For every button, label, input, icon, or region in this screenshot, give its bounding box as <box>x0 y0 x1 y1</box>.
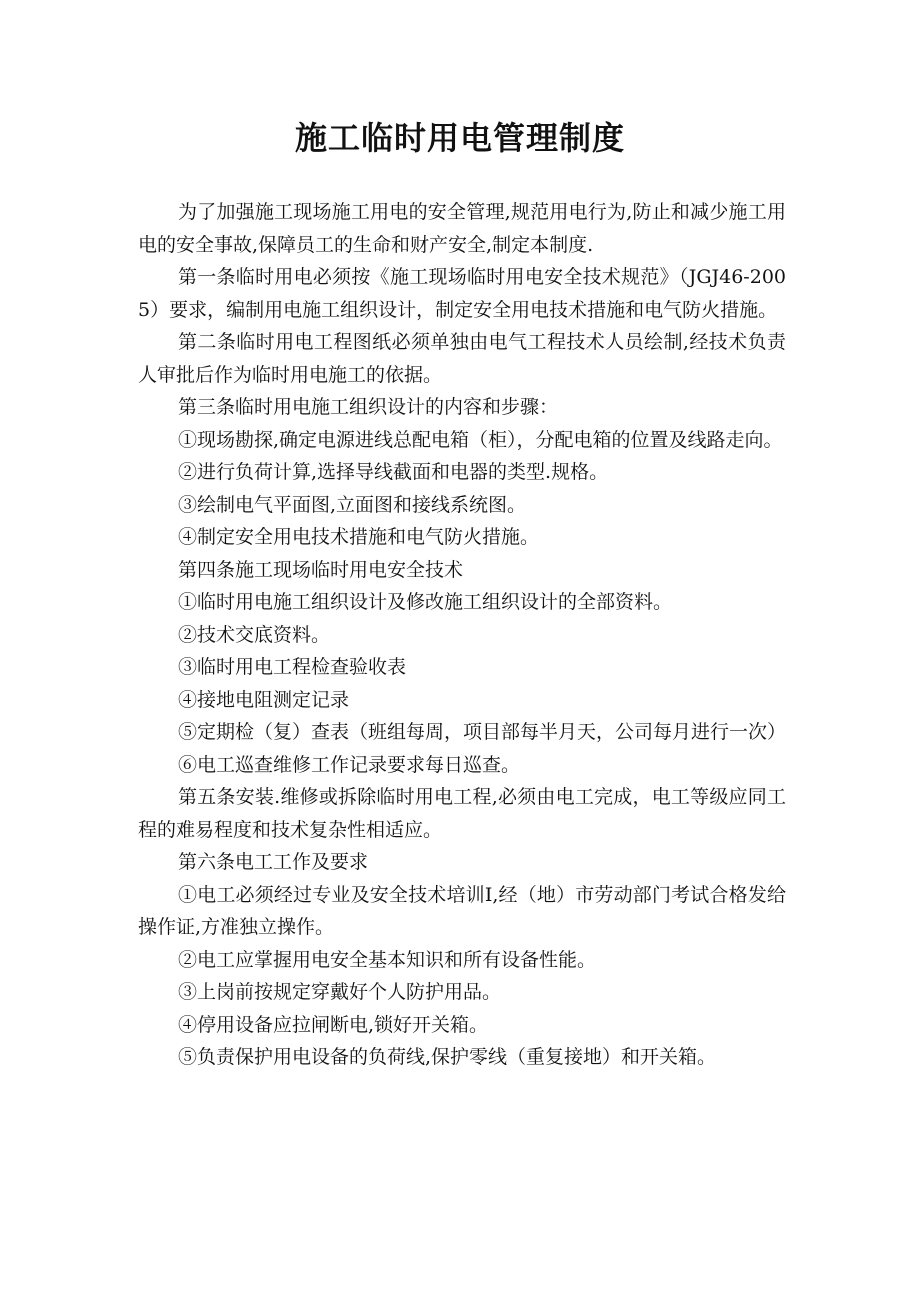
article-6-item-1: ①电工必须经过专业及安全技术培训I,经（地）市劳动部门考试合格发给操作证,方准独立操作。 <box>138 883 786 938</box>
article-6-item-3: ③上岗前按规定穿戴好个人防护用品。 <box>178 981 502 1003</box>
article-3-item-4: ④制定安全用电技术措施和电气防火措施。 <box>178 526 540 548</box>
article-1-paragraph: 第一条临时用电必须按《施工现场临时用电安全技术规范》（JGJ46-2005）要求，编制用电施工组织设计，制定安全用电技术措施和电气防火措施。 <box>138 266 786 321</box>
document-title: 施工临时用电管理制度 <box>294 119 625 157</box>
document-body <box>138 196 786 1074</box>
article-3-item-3: ③绘制电气平面图,立面图和接线系统图。 <box>178 493 527 516</box>
article-4-item-1: ①临时用电施工组织设计及修改施工组织设计的全部资料。 <box>178 591 673 613</box>
article-3-item-2: ②进行负荷计算,选择导线截面和电器的类型.规格。 <box>178 461 609 483</box>
article-6-item-4: ④停用设备应拉闸断电,锁好开关箱。 <box>178 1013 489 1036</box>
article-5-paragraph: 第五条安装.维修或拆除临时用电工程,必须由电工完成，电工等级应同工程的难易程度和技术复杂性相适应。 <box>138 786 786 841</box>
intro-paragraph: 为了加强施工现场施工用电的安全管理,规范用电行为,防止和减少施工用电的安全事故,保障员工的生命和财产安全,制定本制度. <box>138 201 786 256</box>
article-4-item-5: ⑤定期检（复）查表（班组每周，项目部每半月天，公司每月进行一次） <box>178 721 787 743</box>
article-3-item-1: ①现场勘探,确定电源进线总配电箱（柜），分配电箱的位置及线路走向。 <box>178 428 783 451</box>
article-4-item-2: ②技术交底资料。 <box>178 623 331 646</box>
article-4-item-3: ③临时用电工程检查验收表 <box>178 656 407 678</box>
article-2-paragraph: 第二条临时用电工程图纸必须单独由电气工程技术人员绘制,经技术负责人审批后作为临时用电施工的依据。 <box>138 331 786 386</box>
article-4-item-6: ⑥电工巡查维修工作记录要求每日巡查。 <box>178 753 521 776</box>
article-6-item-5: ⑤负责保护用电设备的负荷线,保护零线（重复接地）和开关箱。 <box>178 1046 717 1068</box>
article-4-heading: 第四条施工现场临时用电安全技术 <box>178 558 464 581</box>
article-6-heading: 第六条电工工作及要求 <box>178 851 369 873</box>
article-6-item-2: ②电工应掌握用电安全基本知识和所有设备性能。 <box>178 948 597 971</box>
article-4-item-4: ④接地电阻测定记录 <box>178 688 350 711</box>
article-3-heading: 第三条临时用电施工组织设计的内容和步骤： <box>178 396 559 418</box>
